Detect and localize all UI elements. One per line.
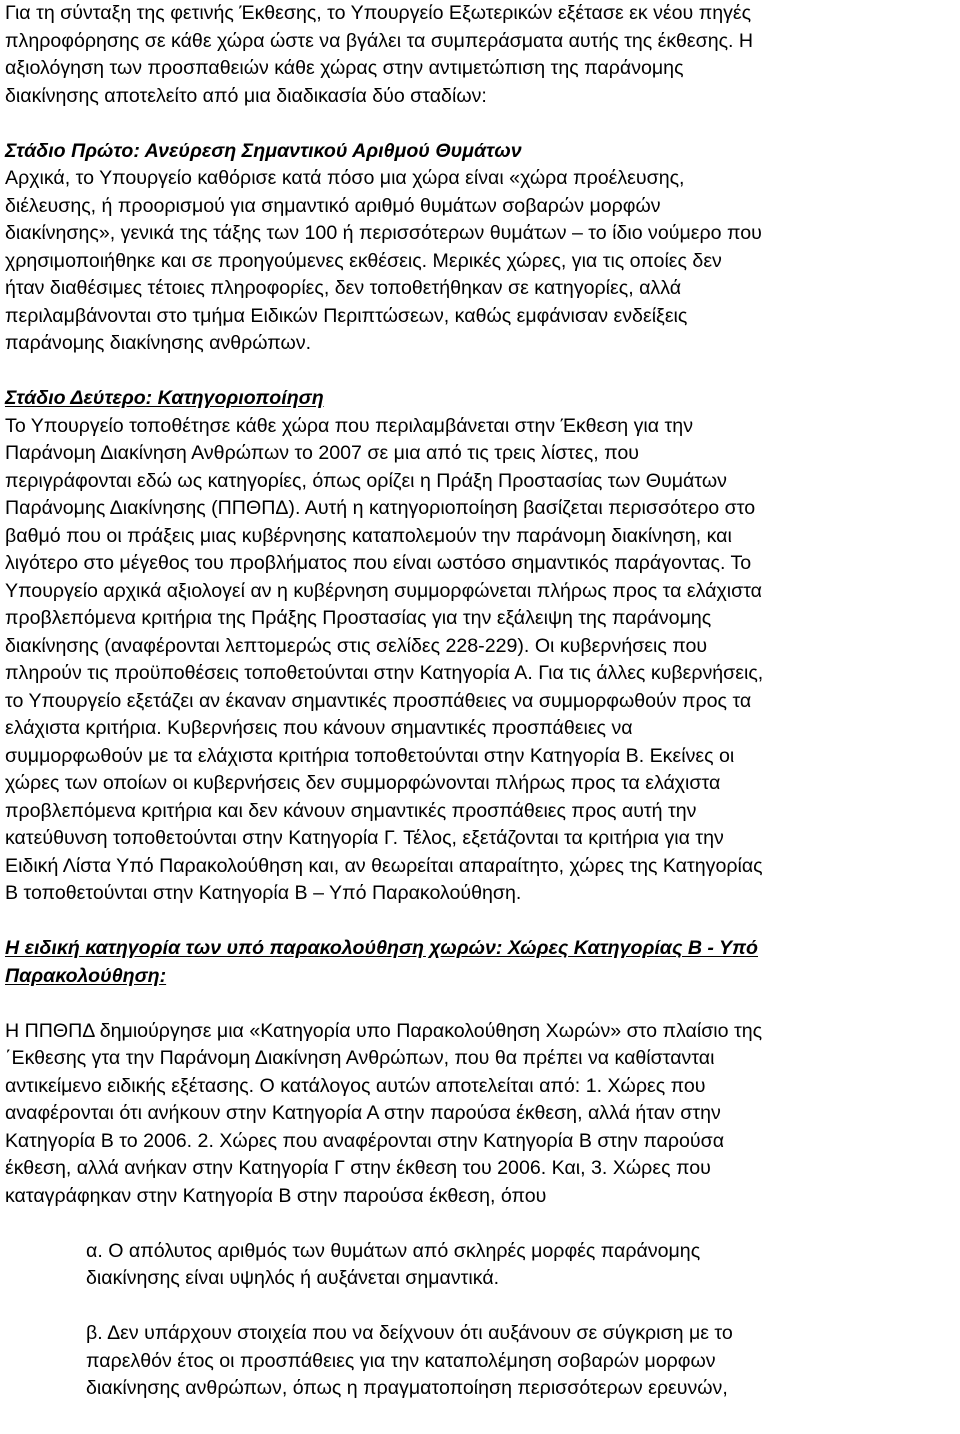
paragraph-gap: [5, 110, 955, 138]
watchlist-heading: Η ειδική κατηγορία των υπό παρακολούθηση χωρών: Χώρες Κατηγορίας Β - Υπό: [5, 937, 759, 959]
text-line: διακίνησης», γενικά της τάξης των 100 ή περισσότερων θυμάτων – το ίδιο νούμερο που: [5, 222, 762, 244]
text-line: Υπουργείο αρχικά αξιολογεί αν η κυβέρνηση συμμορφώνεται πλήρως προς τα ελάχιστα: [5, 579, 762, 602]
text-line: αξιολόγηση των προσπαθειών κάθε χώρας στην αντιμετώπιση της παράνομης: [5, 57, 684, 79]
watchlist-heading: Παρακολούθηση:: [5, 964, 167, 987]
list-item-b: [5, 1320, 955, 1403]
text-line: παράνομης διακίνησης ανθρώπων.: [5, 332, 312, 354]
document-page: [5, 0, 955, 1403]
watchlist-section: [5, 935, 955, 1403]
text-line: βαθμό που οι πράξεις μιας κυβέρνησης καταπολεμούν την παράνομη διακίνηση, και: [5, 524, 732, 547]
text-line: λιγότερο στο μέγεθος του προβλήματος που είναι ωστόσο σημαντικός παράγοντας. Το: [5, 552, 752, 574]
text-line: το Υπουργείο εξετάζει αν έκαναν σημαντικές προσπάθειες να συμμορφωθούν προς τα: [5, 689, 752, 712]
text-line: α. Ο απόλυτος αριθμός των θυμάτων από σκληρές μορφές παράνομης: [86, 1239, 701, 1262]
text-line: Παράνομης Διακίνησης (ΠΠΘΠΔ). Αυτή η κατηγοριοποίηση βασίζεται περισσότερο στο: [5, 497, 756, 519]
stage-one-section: [5, 138, 955, 358]
text-line: καταγράφηκαν στην Κατηγορία Β στην παρούσα έκθεση, όπου: [5, 1184, 547, 1207]
paragraph-gap: [5, 1293, 955, 1321]
text-line: έκθεση, αλλά ανήκαν στην Κατηγορία Γ στην έκθεση του 2006. Και, 3. Χώρες που: [5, 1157, 711, 1179]
text-line: Β τοποθετούνται στην Κατηγορία Β – Υπό Παρακολούθηση.: [5, 882, 522, 904]
text-line: Ειδική Λίστα Υπό Παρακολούθηση και, αν θεωρείται απαραίτητο, χώρες της Κατηγορίας: [5, 854, 763, 877]
text-line: χώρες των οποίων οι κυβερνήσεις δεν συμμορφώνονται πλήρως προς τα ελάχιστα: [5, 772, 721, 794]
text-line: παρελθόν έτος οι προσπάθειες για την καταπολέμηση σοβαρών μορφων: [86, 1349, 716, 1372]
text-line: Για τη σύνταξη της φετινής Έκθεσης, το Υπουργείο Εξωτερικών εξέτασε εκ νέου πηγές: [5, 2, 752, 24]
text-line: αναφέρονται ότι ανήκουν στην Κατηγορία Α στην παρούσα έκθεση, αλλά ήταν στην: [5, 1102, 721, 1124]
text-line: Η ΠΠΘΠΔ δημιούργησε μια «Κατηγορία υπο Παρακολούθηση Χωρών» στο πλαίσιο της: [5, 1019, 763, 1042]
text-line: Το Υπουργείο τοποθέτησε κάθε χώρα που περιλαμβάνεται στην Έκθεση για την: [5, 414, 693, 437]
text-line: προβλεπόμενα κριτήρια της Πράξης Προστασίας για την εξάλειψη της παράνομης: [5, 607, 712, 629]
stage-two-section: [5, 385, 955, 908]
text-line: πληροφόρησης σε κάθε χώρα ώστε να βγάλει τα συμπεράσματα αυτής της έκθεσης. Η: [5, 29, 754, 52]
text-line: διακίνησης αποτελείτο από μια διαδικασία δύο σταδίων:: [5, 84, 487, 107]
text-line: πληρούν τις προϋποθέσεις τοποθετούνται στην Κατηγορία Α. Για τις άλλες κυβερνήσεις,: [5, 662, 764, 684]
text-line: προβλεπόμενα κριτήρια και δεν κάνουν σημαντικές προσπάθειες προς αυτή την: [5, 799, 697, 822]
text-line: περιγράφονται εδώ ως κατηγορίες, όπως ορίζει η Πράξη Προστασίας των Θυμάτων: [5, 469, 727, 492]
text-line: ΄Εκθεσης γτα την Παράνομη Διακίνηση Ανθρώπων, που θα πρέπει να καθίστανται: [5, 1047, 715, 1069]
text-line: διακίνησης είναι υψηλός ή αυξάνεται σημαντικά.: [86, 1267, 500, 1289]
text-line: διέλευσης, ή προορισμού για σημαντικό αριθμό θυμάτων σοβαρών μορφών: [5, 194, 661, 217]
text-line: αντικείμενο ειδικής εξέτασης. Ο κατάλογος αυτών αποτελείται από: 1. Χώρες που: [5, 1074, 706, 1097]
text-line: Παράνομη Διακίνηση Ανθρώπων το 2007 σε μια από τις τρεις λίστες, που: [5, 442, 639, 464]
text-line: περιλαμβάνονται στο τμήμα Ειδικών Περιπτώσεων, καθώς εμφάνισαν ενδείξεις: [5, 304, 688, 327]
text-line: ήταν διαθέσιμες τέτοιες πληροφορίες, δεν τοποθετήθηκαν σε κατηγορίες, αλλά: [5, 277, 682, 299]
intro-paragraph: [5, 0, 955, 110]
text-line: χρησιμοποιήθηκε και σε προηγούμενες εκθέσεις. Μερικές χώρες, για τις οποίες δεν: [5, 249, 722, 272]
paragraph-gap: [5, 908, 955, 936]
list-item-a: [5, 1238, 955, 1293]
text-line: Αρχικά, το Υπουργείο καθόρισε κατά πόσο μια χώρα είναι «χώρα προέλευσης,: [5, 167, 685, 189]
stage-two-heading: Στάδιο Δεύτερο: Κατηγοριοποίηση: [5, 387, 324, 409]
text-line: β. Δεν υπάρχουν στοιχεία που να δείχνουν ότι αυξάνουν σε σύγκριση με το: [86, 1322, 733, 1344]
text-line: Κατηγορία Β το 2006. 2. Χώρες που αναφέρονται στην Κατηγορία Β στην παρούσα: [5, 1129, 725, 1152]
text-line: διακίνησης ανθρώπων, όπως η πραγματοποίηση περισσότερων ερευνών,: [86, 1377, 728, 1399]
paragraph-gap: [5, 1210, 955, 1238]
text-line: κατεύθυνση τοποθετούνται στην Κατηγορία Γ. Τέλος, εξετάζονται τα κριτήρια για την: [5, 827, 724, 849]
text-line: συμμορφωθούν με τα ελάχιστα κριτήρια τοποθετούνται στην Κατηγορία Β. Εκείνες οι: [5, 744, 735, 767]
paragraph-gap: [5, 990, 955, 1018]
text-line: διακίνησης (αναφέρονται λεπτομερώς στις σελίδες 228-229). Οι κυβερνήσεις που: [5, 634, 708, 657]
paragraph-gap: [5, 358, 955, 386]
text-line: ελάχιστα κριτήρια. Κυβερνήσεις που κάνουν σημαντικές προσπάθειες να: [5, 717, 633, 739]
stage-one-heading: Στάδιο Πρώτο: Ανεύρεση Σημαντικού Αριθμού Θυμάτων: [5, 139, 522, 162]
